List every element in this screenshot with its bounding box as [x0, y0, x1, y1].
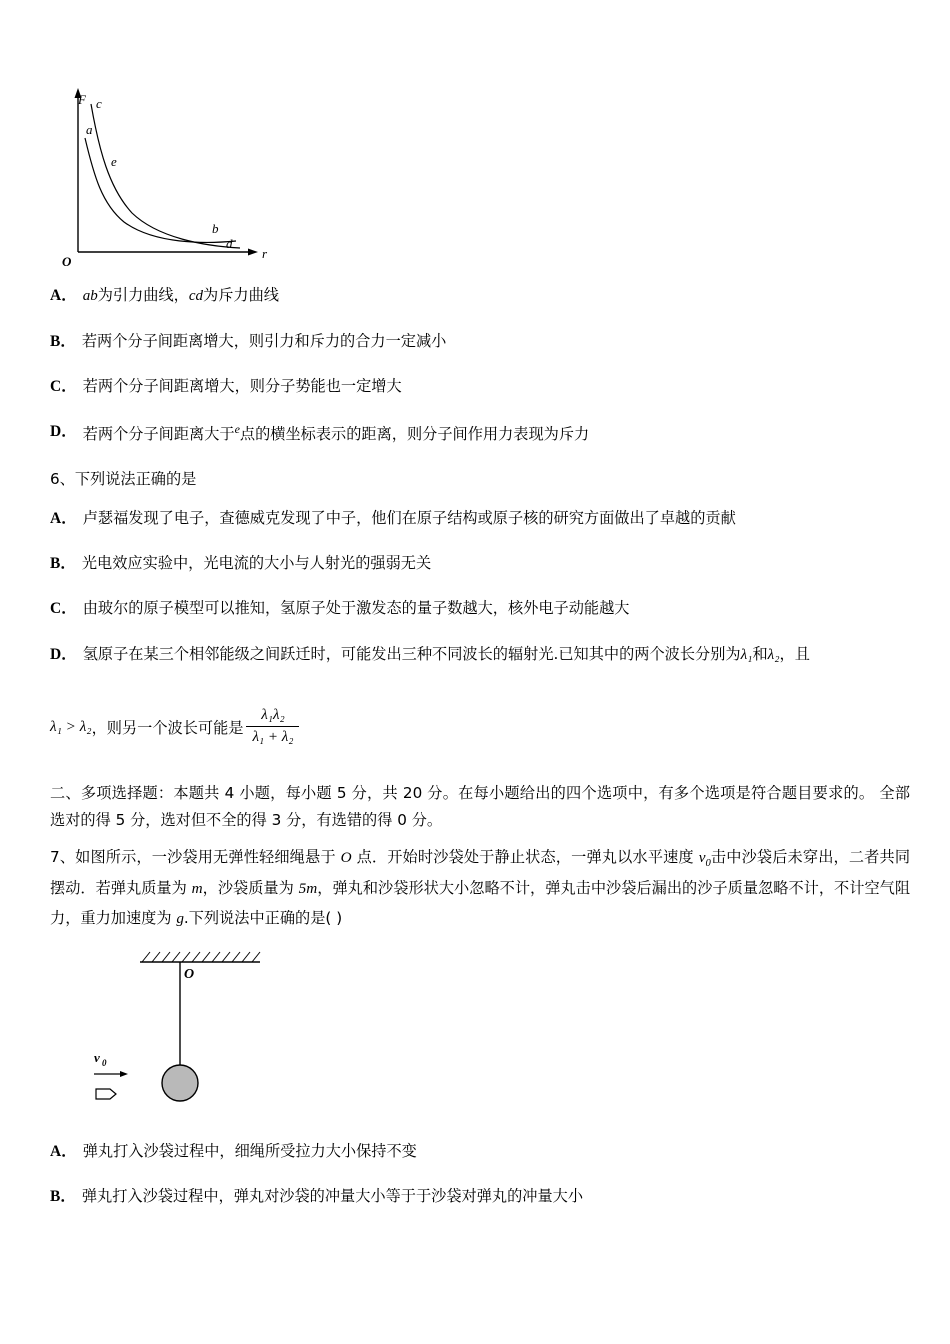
q7-line3-a: 忽略不计，不计空气阻力，重力加速度为	[50, 879, 911, 928]
q7-option-a	[50, 1140, 910, 1163]
lambda-2-symbol: λ₂	[767, 645, 780, 663]
option-text-after: ，且	[779, 644, 810, 663]
section-2-heading-line2: 全部选对的得 5 分，选对但不全的得 3 分，有选错的得 0 分。	[50, 784, 911, 829]
q6-stem: 6、下列说法正确的是	[50, 469, 197, 488]
curve-cd-label: cd	[188, 288, 203, 304]
option-label: C．	[50, 600, 77, 618]
q6-option-c	[50, 597, 910, 620]
option-label: C．	[50, 377, 77, 395]
option-label: A．	[50, 1142, 77, 1160]
mass-5m-symbol: 5m	[298, 880, 318, 898]
option-text-mid: 为引力曲线，	[97, 286, 189, 304]
q7-line1-a: 7、如图所示，一沙袋用无弹性轻细绳悬于	[50, 847, 341, 866]
svg-text:O: O	[62, 254, 72, 269]
q6-option-d	[50, 643, 910, 667]
condition-text: ，则另一个波长可能是	[91, 718, 244, 737]
option-label: D．	[50, 645, 77, 663]
lambda-1-symbol: λ₁	[740, 645, 753, 663]
option-label: B．	[50, 1187, 76, 1205]
svg-text:F: F	[78, 92, 86, 107]
option-label: A．	[50, 287, 77, 304]
point-o-symbol: O	[340, 848, 352, 866]
option-label: B．	[50, 332, 76, 350]
svg-text:d: d	[226, 236, 233, 251]
conjunction: 和	[752, 644, 768, 663]
q5-option-c	[50, 375, 910, 398]
option-text-post: 为斥力曲线	[203, 286, 279, 304]
svg-text:e: e	[111, 154, 117, 169]
pendulum-sandbag-svg	[80, 946, 380, 1116]
option-text: 由玻尔的原子模型可以推知，氢原子处于激发态的量子数越大，核外电子动能越大	[82, 599, 630, 618]
section-2-heading	[50, 780, 910, 832]
gravity-symbol: g	[176, 910, 184, 928]
molecular-force-curve-figure	[54, 80, 284, 270]
option-text-before: 若两个分子间距离大于	[82, 425, 235, 444]
lambda-fraction	[246, 706, 299, 747]
svg-text:a: a	[86, 122, 93, 137]
q7-stem	[50, 843, 910, 934]
q6-option-b	[50, 552, 910, 575]
option-label: D．	[50, 423, 77, 440]
q7-line1-b: 点．开始时沙袋处于静止状态，一弹丸以水平速度	[351, 847, 699, 866]
option-text-after: 点的横坐标表示的距离，则分子间作用力表现为斥力	[239, 425, 590, 444]
q7-option-b	[50, 1185, 910, 1208]
velocity-symbol: v	[698, 848, 706, 866]
velocity-subscript: 0	[705, 857, 711, 869]
option-text-before: 氢原子在某三个相邻能级之间跃迁时，可能发出三种不同波长的辐射光.已知其中的两个波长分别为	[82, 644, 741, 663]
q5-option-a	[50, 284, 910, 308]
option-text: 光电效应实验中，光电流的大小与人射光的强弱无关	[81, 554, 432, 573]
svg-text:b: b	[212, 221, 219, 236]
option-label: B．	[50, 555, 76, 573]
option-text: 卢瑟福发现了电子，查德威克发现了中子，他们在原子结构或原子核的研究方面做出了卓越的贡献	[82, 508, 736, 527]
option-text	[83, 420, 910, 446]
option-text	[83, 643, 910, 667]
mass-m-symbol: m	[191, 880, 203, 898]
option-text	[83, 284, 910, 308]
q6-condition-line	[50, 700, 910, 754]
q5-option-d	[50, 420, 910, 446]
lambda-inequality: λ₁ > λ₂	[50, 718, 92, 736]
curve-ab-label: ab	[82, 288, 98, 304]
svg-text:v: v	[94, 1049, 100, 1065]
q6-option-a	[50, 507, 910, 530]
document-content	[50, 80, 910, 1230]
molecular-force-curve-svg	[54, 80, 284, 270]
q5-option-b	[50, 330, 910, 353]
pendulum-sandbag-figure	[80, 946, 380, 1116]
point-e-label: e	[234, 422, 240, 436]
svg-text:0: 0	[102, 1057, 107, 1068]
svg-text:O: O	[184, 966, 195, 982]
q7-line1-c: 击中沙袋后未穿出，	[710, 847, 849, 866]
option-text: 若两个分子间距离增大，则分子势能也一定增大	[82, 376, 402, 395]
q7-line2-b: ，沙袋质量为	[202, 879, 299, 898]
option-text: 若两个分子间距离增大，则引力和斥力的合力一定减小	[81, 331, 447, 350]
option-text: 弹丸打入沙袋过程中，弹丸对沙袋的冲量大小等于于沙袋对弹丸的冲量大小	[81, 1186, 584, 1205]
q7-line2-a: 二者共同摆动．若弹丸质量为	[50, 847, 911, 898]
option-text: 弹丸打入沙袋过程中，细绳所受拉力大小保持不变	[82, 1141, 417, 1160]
section-2-heading-line1: 二、多项选择题：本题共 4 小题，每小题 5 分，共 20 分。在每小题给出的四个选项中，有多个选项是符合题目要求的。	[50, 784, 875, 803]
fraction-denominator: λ₁ + λ₂	[246, 726, 299, 747]
svg-text:r: r	[262, 246, 268, 261]
fraction-numerator: λ₁λ₂	[261, 707, 285, 724]
option-label: A．	[50, 509, 77, 527]
q7-line3-b: .下列说法中正确的是( )	[183, 909, 343, 928]
svg-text:c: c	[96, 96, 102, 111]
q7-line2-c: ，弹丸和沙袋形状大小忽略不计，弹丸击中沙袋后漏出的沙子质量	[317, 879, 759, 898]
